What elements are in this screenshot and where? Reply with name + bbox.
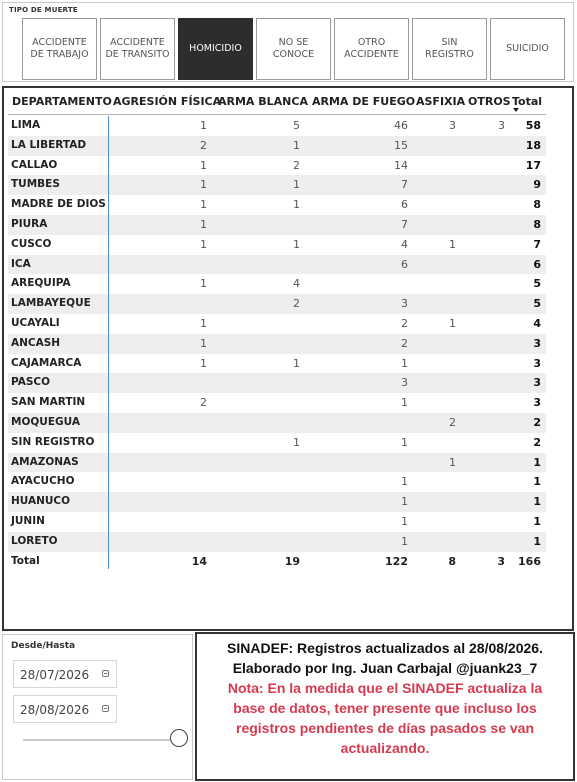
cell-asfixia: 3 <box>449 119 456 132</box>
note-text-line: registros pendientes de días pasados se van <box>236 720 534 736</box>
table-row[interactable] <box>8 274 546 294</box>
table-row[interactable] <box>8 195 546 215</box>
column-header-total[interactable]: Total <box>512 95 543 108</box>
cell-agresion-fisica: 14 <box>191 554 207 568</box>
cell-total: 5 <box>533 297 541 311</box>
cell-arma-de-fuego: 46 <box>394 119 408 132</box>
update-date-text: SINADEF: Registros actualizados al 28/08/2026. <box>227 640 543 656</box>
date-range-filter <box>2 634 193 780</box>
cell-arma-blanca: 1 <box>293 435 300 449</box>
cell-total: 1 <box>533 495 541 509</box>
cell-agresion-fisica: 1 <box>200 217 207 231</box>
column-header-agresion-fisica[interactable]: AGRESIÓN FÍSICA <box>113 95 222 108</box>
date-slider-handle[interactable] <box>170 729 188 747</box>
cell-arma-blanca: 1 <box>293 138 300 152</box>
cell-total: 1 <box>533 475 541 489</box>
cell-arma-de-fuego: 1 <box>401 396 408 410</box>
department-name: CUSCO <box>11 237 52 250</box>
tipo-de-muerte-slicer <box>2 2 574 82</box>
table-row[interactable] <box>8 156 546 176</box>
cell-arma-de-fuego: 2 <box>401 316 408 330</box>
note-text-line: base de datos, tener presente que incluso los <box>233 700 537 716</box>
department-name: MADRE DE DIOS <box>11 198 106 211</box>
department-name: ANCASH <box>11 336 61 349</box>
table-row[interactable] <box>8 314 546 334</box>
cell-total: 2 <box>533 415 541 429</box>
cell-arma-de-fuego: 1 <box>401 534 408 548</box>
department-name: LIMA <box>11 119 41 131</box>
table-body <box>8 116 546 571</box>
table-row[interactable] <box>8 354 546 374</box>
author-credit-text: Elaborado por Ing. Juan Carbajal @juank23_7 <box>232 660 538 676</box>
total-label: Total <box>11 554 40 567</box>
column-header-asfixia[interactable]: ASFIXIA <box>416 95 466 108</box>
sort-descending-icon[interactable] <box>513 108 519 112</box>
slicer-title: TIPO DE MUERTE <box>9 6 78 14</box>
table-row[interactable] <box>8 472 546 492</box>
department-name: SIN REGISTRO <box>11 435 95 448</box>
cell-arma-de-fuego: 3 <box>401 297 408 311</box>
cell-agresion-fisica: 1 <box>200 277 207 291</box>
cell-agresion-fisica: 1 <box>200 336 207 350</box>
department-name: LA LIBERTAD <box>11 138 87 151</box>
cell-arma-blanca: 4 <box>293 277 300 291</box>
cell-total: 4 <box>533 316 541 330</box>
cell-total: 3 <box>533 336 541 350</box>
department-name: CAJAMARCA <box>11 356 82 369</box>
date-filter-title: Desde/Hasta <box>11 641 76 651</box>
date-from-input[interactable] <box>13 660 117 688</box>
cell-asfixia: 1 <box>449 455 456 469</box>
cell-arma-blanca: 5 <box>293 119 300 132</box>
table-row[interactable] <box>8 334 546 354</box>
cell-arma-blanca: 1 <box>293 356 300 370</box>
table-row[interactable] <box>8 294 546 314</box>
cell-arma-blanca: 1 <box>293 178 300 192</box>
cell-arma-blanca: 2 <box>293 158 300 172</box>
cell-arma-blanca: 1 <box>293 198 300 212</box>
header-divider <box>8 114 546 115</box>
cell-agresion-fisica: 1 <box>200 158 207 172</box>
cell-agresion-fisica: 1 <box>200 356 207 370</box>
date-to-input[interactable] <box>13 695 117 723</box>
slicer-option-no-se-conoce[interactable]: NO SE CONOCE <box>256 18 331 80</box>
department-name: LAMBAYEQUE <box>11 297 91 310</box>
cell-otros: 3 <box>498 119 505 132</box>
table-row[interactable] <box>8 413 546 433</box>
calendar-icon[interactable] <box>102 670 109 677</box>
column-divider <box>108 116 109 569</box>
slicer-option-suicidio[interactable]: SUICIDIO <box>490 18 565 80</box>
cell-arma-de-fuego: 7 <box>401 217 408 231</box>
cell-arma-de-fuego: 1 <box>401 495 408 509</box>
cell-arma-de-fuego: 3 <box>401 376 408 390</box>
cell-total: 1 <box>533 534 541 548</box>
table-row[interactable] <box>8 116 546 136</box>
slicer-options <box>22 18 565 80</box>
cell-arma-blanca: 2 <box>293 297 300 311</box>
table-row[interactable] <box>8 215 546 235</box>
table-row[interactable] <box>8 175 546 195</box>
department-name: SAN MARTIN <box>11 396 86 409</box>
column-header-departamento[interactable]: DEPARTAMENTO <box>12 95 112 108</box>
cell-arma-de-fuego: 122 <box>385 554 408 568</box>
cell-total: 5 <box>533 277 541 291</box>
table-row[interactable] <box>8 373 546 393</box>
table-row[interactable] <box>8 532 546 552</box>
department-name: MOQUEGUA <box>11 415 80 428</box>
table-row[interactable] <box>8 492 546 512</box>
table-row[interactable] <box>8 136 546 156</box>
department-name: ICA <box>11 257 31 270</box>
department-name: AMAZONAS <box>11 455 79 468</box>
cell-arma-de-fuego: 15 <box>394 138 408 152</box>
date-slider-track[interactable] <box>23 739 173 741</box>
cell-arma-de-fuego: 2 <box>401 336 408 350</box>
cell-agresion-fisica: 2 <box>200 396 207 410</box>
cell-asfixia: 8 <box>448 554 456 568</box>
cell-total: 8 <box>533 198 541 212</box>
table-row[interactable] <box>8 393 546 413</box>
cell-total: 6 <box>533 257 541 271</box>
cell-total: 3 <box>533 356 541 370</box>
cell-total: 3 <box>533 376 541 390</box>
table-row[interactable] <box>8 433 546 453</box>
cell-arma-de-fuego: 1 <box>401 475 408 489</box>
column-header-arma-blanca[interactable]: ARMA BLANCA <box>218 95 308 108</box>
cell-total: 2 <box>533 435 541 449</box>
note-text-line: actualizando. <box>340 740 430 756</box>
cell-agresion-fisica: 2 <box>200 138 207 152</box>
total-row[interactable] <box>8 552 546 572</box>
cell-arma-blanca: 1 <box>293 237 300 251</box>
cell-arma-blanca: 19 <box>284 554 300 568</box>
cell-total: 17 <box>525 158 541 172</box>
slicer-option-sin-registro[interactable]: SIN REGISTRO <box>412 18 487 80</box>
cell-arma-de-fuego: 14 <box>394 158 408 172</box>
department-name: TUMBES <box>11 178 60 191</box>
cell-arma-de-fuego: 1 <box>401 435 408 449</box>
homicide-matrix-table <box>2 86 574 631</box>
department-name: UCAYALI <box>11 316 60 329</box>
cell-arma-de-fuego: 6 <box>401 198 408 212</box>
table-row[interactable] <box>8 512 546 532</box>
slicer-option-accidente-de-trabajo[interactable]: ACCIDENTE DE TRABAJO <box>22 18 97 80</box>
note-text-line: Nota: En la medida que el SINADEF actualiza la <box>227 680 543 696</box>
cell-arma-de-fuego: 1 <box>401 356 408 370</box>
date-from-value: 28/07/2026 <box>20 668 90 682</box>
date-to-value: 28/08/2026 <box>20 703 90 717</box>
department-name: HUANUCO <box>11 495 71 508</box>
column-header-arma-de-fuego[interactable]: ARMA DE FUEGO <box>312 95 416 108</box>
department-name: CALLAO <box>11 158 58 171</box>
cell-asfixia: 1 <box>449 316 456 330</box>
cell-total: 9 <box>533 178 541 192</box>
cell-total: 8 <box>533 217 541 231</box>
cell-arma-de-fuego: 1 <box>401 514 408 528</box>
calendar-icon[interactable] <box>102 705 109 712</box>
cell-asfixia: 2 <box>449 415 456 429</box>
cell-total: 1 <box>533 455 541 469</box>
table-header <box>4 88 572 114</box>
cell-agresion-fisica: 1 <box>200 316 207 330</box>
cell-arma-de-fuego: 7 <box>401 178 408 192</box>
cell-agresion-fisica: 1 <box>200 198 207 212</box>
cell-agresion-fisica: 1 <box>200 119 207 132</box>
cell-total: 7 <box>533 237 541 251</box>
cell-agresion-fisica: 1 <box>200 178 207 192</box>
table-row[interactable] <box>8 453 546 473</box>
department-name: JUNIN <box>11 514 45 527</box>
department-name: PASCO <box>11 376 51 389</box>
cell-asfixia: 1 <box>449 237 456 251</box>
cell-total: 166 <box>518 554 541 568</box>
slicer-option-otro-accidente[interactable]: OTRO ACCIDENTE <box>334 18 409 80</box>
cell-total: 3 <box>533 396 541 410</box>
cell-arma-de-fuego: 4 <box>401 237 408 251</box>
department-name: PIURA <box>11 217 48 230</box>
cell-total: 18 <box>525 138 541 152</box>
column-header-otros[interactable]: OTROS <box>468 95 511 108</box>
department-name: AREQUIPA <box>11 277 71 290</box>
department-name: AYACUCHO <box>11 475 75 488</box>
slicer-option-accidente-de-transito[interactable]: ACCIDENTE DE TRANSITO <box>100 18 175 80</box>
cell-agresion-fisica: 1 <box>200 237 207 251</box>
cell-total: 58 <box>525 119 541 132</box>
update-note-panel <box>195 632 575 781</box>
slicer-option-homicidio[interactable]: HOMICIDIO <box>178 18 253 80</box>
table-row[interactable] <box>8 255 546 275</box>
department-name: LORETO <box>11 534 58 547</box>
cell-otros: 3 <box>497 554 505 568</box>
table-row[interactable] <box>8 235 546 255</box>
cell-total: 1 <box>533 514 541 528</box>
cell-arma-de-fuego: 6 <box>401 257 408 271</box>
